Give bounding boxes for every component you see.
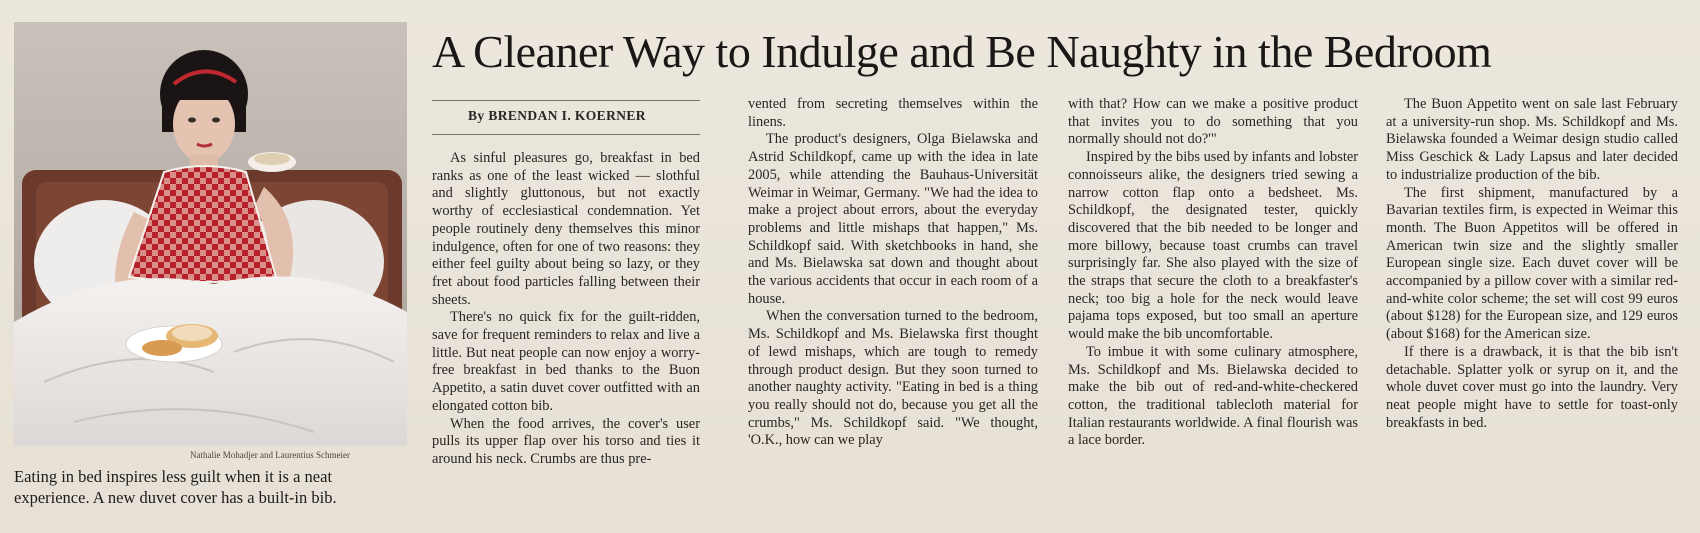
- woman-in-bed-illustration: [14, 22, 407, 446]
- paragraph: The product's designers, Olga Bielawska and Astrid Schildkopf, came up with the idea in late 2005, while attending the Bauhaus-Universität Weimar in Weimar, Germany. "We had the idea to make a project about errors, about the everyday problems and little mishaps that happen," Ms. Schildkopf said. With sketchbooks in hand, she and Ms. Bielawska sat down and thought about the various accidents that occur in each room of a house.: [748, 131, 1038, 307]
- paragraph: There's no quick fix for the guilt-ridden, save for frequent reminders to relax and live a little. But neat people can now enjoy a worry-free breakfast in bed thanks to the Buon Appetito, a satin duvet cover outfitted with an elongated cotton bib.: [432, 309, 700, 414]
- paragraph: As sinful pleasures go, breakfast in bed ranks as one of the least wicked — slothful and slightly gluttonous, but not exactly worthy of ecclesiastical condemnation. Yet people routinely deny themselves this minor indulgence, often for one of two reasons: they either feel guilty about being so lazy, or they fret about food particles falling between their sheets.: [432, 150, 700, 308]
- paragraph: To imbue it with some culinary atmosphere, Ms. Schildkopf and Ms. Bielawska decided to make the bib out of red-and-white-checkered cotton, the traditional tablecloth material for Italian restaurants worldwide. A final flourish was a lace border.: [1068, 343, 1358, 449]
- paragraph: The first shipment, manufactured by a Bavarian textiles firm, is expected in Weimar this month. The Buon Appetitos will be offered in American twin size and the slightly smaller European single size. Each duvet cover will be accompanied by a pillow cover with a similar red-and-white color scheme; the set will cost 99 euros (about $128) for the European size, and 129 euros (about $168) for the American size.: [1386, 184, 1678, 343]
- photo-credit: Nathalie Mohadjer and Laurentius Schmeier: [190, 450, 350, 460]
- article-photo: [14, 22, 407, 446]
- byline-rule-bottom: [432, 134, 700, 135]
- paragraph: with that? How can we make a positive product that invites you to do something that you normally should not do?'": [1068, 96, 1358, 148]
- byline: By BRENDAN I. KOERNER: [468, 108, 646, 123]
- paragraph: vented from secreting themselves within the linens.: [748, 96, 1038, 130]
- paragraph: When the conversation turned to the bedroom, Ms. Schildkopf and Ms. Bielawska first thought of lewd mishaps, which are tough to remedy through product design. But they soon turned to another naughty activity. "Eating in bed is a thing you really should not do, because you get all the crumbs," Ms. Schildkopf said. "We thought, 'O.K., how can we play: [748, 308, 1038, 449]
- article-column-1: [432, 150, 700, 469]
- paragraph: The Buon Appetito went on sale last February at a university-run shop. Ms. Schildkopf and Ms. Bielawska founded a Weimar design studio called Miss Geschick & Lady Lapsus and later decided to industrialize production of the bib.: [1386, 96, 1678, 183]
- article-column-3: [1068, 96, 1358, 450]
- headline: A Cleaner Way to Indulge and Be Naughty in the Bedroom: [432, 26, 1492, 77]
- photo-caption: Eating in bed inspires less guilt when it is a neat experience. A new duvet cover has a built-in bib.: [14, 467, 337, 507]
- article-column-4: [1386, 96, 1678, 432]
- paragraph: When the food arrives, the cover's user pulls its upper flap over his torso and ties it around his neck. Crumbs are thus pre-: [432, 415, 700, 467]
- paragraph: If there is a drawback, it is that the bib isn't detachable. Splatter yolk or syrup on it, and the whole duvet cover must go into the laundry. Very neat people might have to settle for toast-only breakfasts in bed.: [1386, 343, 1678, 431]
- byline-rule-top: [432, 100, 700, 101]
- paragraph: Inspired by the bibs used by infants and lobster connoisseurs alike, the designers tried sewing a narrow cotton flap onto a bedsheet. Ms. Schildkopf, the designated tester, quickly discovered that the bib needed to be longer and more billowy, because toast crumbs can travel surprisingly far. She also played with the size of the straps that secure the cloth to a breakfaster's neck; too big a hole for the neck would leave pajama tops exposed, but too small an aperture would make the bib uncomfortable.: [1068, 149, 1358, 343]
- article-column-2: [748, 96, 1038, 450]
